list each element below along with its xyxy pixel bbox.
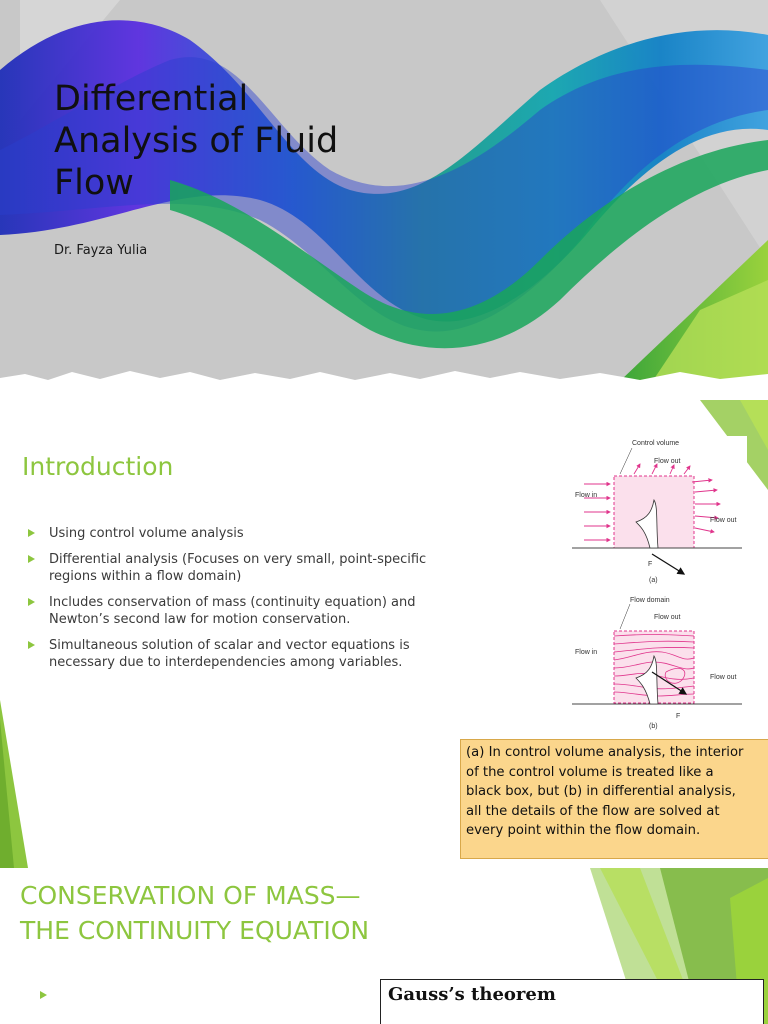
label-part-b: (b) bbox=[649, 723, 658, 730]
bullet-list bbox=[28, 525, 448, 680]
label-flow-out-right: Flow out bbox=[710, 517, 737, 524]
control-volume-figure bbox=[562, 436, 747, 736]
label-flow-in: Flow in bbox=[575, 649, 598, 656]
list-item-text: Using control volume analysis bbox=[49, 526, 244, 541]
list-item-text: Includes conservation of mass (continuity equation) and Newton’s second law for motion conservation. bbox=[49, 595, 416, 627]
title-line: Flow bbox=[54, 163, 134, 203]
section-heading: Introduction bbox=[22, 452, 174, 481]
list-item-text: Simultaneous solution of scalar and vector equations is necessary due to interdependencies among variables. bbox=[49, 638, 410, 670]
caption-line: every point within the flow domain. bbox=[466, 823, 701, 838]
label-force: F bbox=[648, 561, 653, 568]
figure-caption bbox=[460, 739, 768, 859]
heading-line: CONSERVATION OF MASS— bbox=[20, 881, 361, 910]
title-line: Differential bbox=[54, 79, 249, 119]
title-slide bbox=[0, 0, 768, 400]
label-flow-in: Flow in bbox=[575, 492, 598, 499]
caption-line: all the details of the flow are solved at bbox=[466, 803, 720, 819]
caption-line: black box, but (b) in differential analysis, bbox=[466, 784, 736, 799]
heading-line: THE CONTINUITY EQUATION bbox=[20, 916, 370, 945]
label-part-a: (a) bbox=[649, 577, 658, 584]
label-flow-domain: Flow domain bbox=[630, 597, 670, 604]
title-line: Analysis of Fluid bbox=[54, 121, 339, 161]
list-item bbox=[28, 637, 448, 671]
list-item-text: Differential analysis (Focuses on very small, point-specific regions within a flow domain) bbox=[49, 552, 427, 584]
author-name: Dr. Fayza Yulia bbox=[54, 243, 148, 258]
bullet-arrow-icon bbox=[28, 529, 35, 537]
bullet-arrow-icon bbox=[40, 991, 47, 999]
section-heading bbox=[20, 878, 369, 948]
list-item bbox=[28, 594, 448, 628]
label-control-volume: Control volume bbox=[632, 440, 680, 447]
figure-part-b bbox=[572, 597, 742, 730]
bullet-arrow-icon bbox=[28, 598, 35, 606]
presentation-title bbox=[54, 78, 394, 204]
label-flow-out-right: Flow out bbox=[710, 674, 737, 681]
bullet-arrow-icon bbox=[28, 555, 35, 563]
gauss-theorem-box bbox=[380, 979, 764, 1024]
continuity-slide bbox=[0, 868, 768, 1024]
label-flow-out-top: Flow out bbox=[654, 614, 681, 621]
label-flow-out-top: Flow out bbox=[654, 458, 681, 465]
label-force: F bbox=[676, 713, 681, 720]
list-item bbox=[28, 525, 448, 542]
figure-part-a bbox=[572, 440, 742, 584]
box-title: Gauss’s theorem bbox=[388, 984, 556, 1005]
caption-line: of the control volume is treated like a bbox=[466, 764, 714, 780]
bullet-arrow-icon bbox=[28, 641, 35, 649]
introduction-slide bbox=[0, 400, 768, 868]
caption-line: (a) In control volume analysis, the interior bbox=[466, 745, 744, 760]
list-item bbox=[28, 551, 448, 585]
